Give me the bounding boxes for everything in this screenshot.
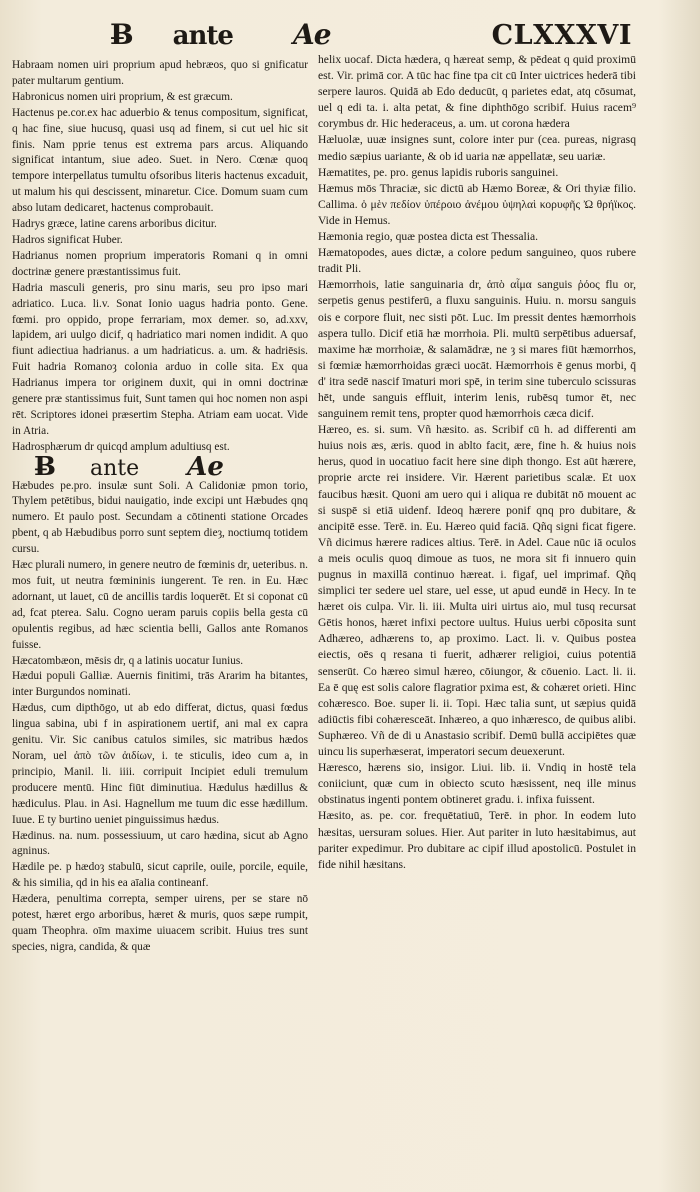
- dictionary-entry: Hadrys græce, latine carens arboribus dicitur.: [12, 218, 217, 231]
- folio-number: CLXXXVI: [491, 20, 632, 51]
- dictionary-entry: Hædera, penultima correpta, semper uirens, per se stare nō potest, hæret ergo arboribus, hæret & muris, quos sæpe rumpit, quam Theophra. oīm maxime uiuacem scribit. Huius tres sunt species, nigra, candida, & quæ: [12, 893, 308, 953]
- dictionary-entry: Hæbudes pe.pro. insulæ sunt Soli. A Calidoniæ pmon torio, Thylem petētibus, bidui nauigatio, inde excipi unt Hæbudes qnq numero. Et paulo post. Secundam a cōtinenti statione Orcades pbent, q ab Hæbudibus porro sunt septem dieȝ, noctiumq totidem cursu.: [12, 479, 308, 556]
- dictionary-entry: Hædile pe. p hædoȝ stabulū, sicut caprile, ouile, porcile, equile, & his similia, qd in his ea aīalia contineanf.: [12, 861, 308, 890]
- section-ante: ante: [89, 455, 140, 481]
- dictionary-entry: Hædus, cum dipthōgo, ut ab edo differat, dictus, quasi fœdus lingua sabina, ubi f in aspirationem uertif, ani mal ex capra genitu. Vir. Sic canibus catulos similes, sic matribus hædos Noram, uel ἀπὸ τῶν ἀιδίων, i. te sticulis, ideo cum a, in principio, Manil. li. iiii. corripuit Incipiet eduli tremulum producere mentū. Hinc fiūt diminutiua. Hædulus hædillus & hædiculus. Plau. in Asi. Hagnellum me tuum dic esse hædillum. Iuue. E ty burtino ueniet pinguissimus hædus.: [12, 702, 308, 826]
- dictionary-entry: Hæsito, as. pe. cor. frequētatiuū, Terē. in phor. In eodem luto hæsitas, uersuram solues. Hier. Aut pariter in luto hæsitabimus, aut pariter expedimur. Pro dubitare ac cipif illud apostolicū. Postulet in fide nihil hæsitans.: [318, 809, 636, 871]
- dictionary-entry: Hædinus. na. num. possessiuum, ut caro hædina, sicut ab Agno agninus.: [12, 829, 308, 858]
- page-edge-shadow: [660, 0, 700, 1192]
- section-letters-right: Ae: [187, 451, 224, 482]
- dictionary-entry: Hæmus mōs Thraciæ, sic dictū ab Hæmo Boreæ, & Ori thyiæ filio. Callima. ὁ μὲν πεδίον ὑπέροιο ἀνέμου ὑψηλαὶ κορυφῆς Ὠ θρήϊκος. Vide in Hemus.: [318, 181, 636, 227]
- dictionary-entry: Hæcatombæon, mēsis dr, q a latinis uocatur Iunius.: [12, 654, 244, 667]
- dictionary-entry: helix uocaf. Dicta hædera, q hæreat semp, & pēdeat q quid proximū est. Vir. primā cor. A tūc hac fine tpa cit cū Inter uictrices hederā tibi serpere lauros. Quidā ab Edo deducūt, q parietes edat, atq cōsumat, uel q edi ta. i. alta petat, & fine diphthōgo scribif. Huius racem⁹ corymbus dr. Hic hederaceus, a. um. ut corona hædera: [318, 53, 636, 131]
- header-ante: ante: [172, 21, 233, 51]
- dictionary-entry: Hadria masculi generis, pro sinu maris, seu pro ipso mari adriatico. Luca. li.v. Sonat Ionio uagus hadria ponto. Gene. fœmi. pro oppido, prope ferrariam, mox demer. so, ad.xxv, lapidem, ari uulgo dicif, q hadriatico mari nomen indidit. A quo fiunt adiectiua hadrianus. a um hadriaticus. a. um. & hadriēsis. Fuit hadria Romanoȝ colonia arduo in colle sita. Ex qua Hadrianus impera tor originem duxit, qui in omni doctrinæ genere præ stantissimus fuit, Sunt tamen qui hoc nomen non aspi rēt. Scriptores idonei præsertim Stepha. Atriam eam uocat. Vide in Atria.: [12, 281, 308, 437]
- header-letters-left: Ƀ: [110, 18, 133, 51]
- dictionary-entry: Hæmatopodes, aues dictæ, a colore pedum sanguineo, quos rubere tradit Pli.: [318, 246, 636, 276]
- dictionary-entry: Hæmorrhois, latie sanguinaria dr, ἀπὸ αἷμα sanguis ῥόος flu or, serpetis genus pestiferū, a fluxu sanguinis. Huiu. n. morsu sanguis ois e corpore fluit, nec sisti pōt. Luc. Im pressit dentes hæmorrhois aspera tullo. Dicif etiā hæ morrhoia. Pli. multū serpētibus aduersaf, maxime hæ morrhoiæ, & salamādræ, ne ȝ si mares fiūt hæmorrhos, si fœmiæ hæmorrhoidas græci uocāt. Hæmorrhois ē genus morbi, q̄ d' itra sedē nascif īmaturi mori spē, in terim sine tuberculo scissuras hēt, unde sanguis effluit, interim lenis, rubēsq tumor ēt, nec sanguinem remit tens, propter quod hæmorrhois cæca dicif.: [318, 278, 636, 421]
- dictionary-entry: Habraam nomen uiri proprium apud hebræos, quo si gnificatur pater multarum gentium.: [12, 59, 308, 87]
- dictionary-entry: Hædui populi Galliæ. Auernis finitimi, trās Ararim ha bitantes, inter Burgundos nominati.: [12, 670, 308, 699]
- dictionary-entry: Hæmonia regio, quæ postea dicta est Thessalia.: [318, 230, 539, 244]
- dictionary-entry: Hæreo, es. si. sum. Vñ hæsito. as. Scribif cū h. ad differenti am huius nois æs, æris. quod in ablto facit, ære, fine h. & huius nois herus, quod in uocatiuo facit here sine diph thongo. Est aūt hærere, proprie arcte rei insidere. Vir. Hærent parietibus scalæ. Et uox faucibus hæsit. Quoni am uero qui i aliqua re dubitāt nō mouent ac si suspē si etiā uidenf. Ideoq hærere ponif qnq pro dubitare, & ancipitē esse. Terē. in. Eu. Hæreo quid faciā. Qñq signi ficat figere. Vñ dicimus hærere radices altius. Terē. in Adel. Caue nūc iā oculos a meis oculis quoq dimoue as tuos, ne mora sit fi innuero quin pugnus in maxillā continuo hæreat. i. figaf, uel imprimaf. Qñq simplici ter sedere uel stare, uel esse, ut apud eundē in Hecy. In te hæret ois culpa. Vir. li. iii. Multa uiri uirtus aio, mul tusq recursat Gētis honos, hæret infixi pectore uultus. Huius uerbi cōposita sunt Adhæreo, adhærens to, ap proximo. Lact. li. v. Quibus postea eiectis, oēs q resana ti fuerit, adhærer religioi, cuius potentiā senserūt. Co hæreo simul hæreo, cōiungor, & cōuenio. Lact. li. ii. Ea ē quę est solis calore flagratior pxima est, & cohæret orieti. Hinc cohæresco. Boe. super li. ii. Topi. Hæc talia sunt, ut sæpius quidā adiūctis fibi cohæresceāt. Inhæreo, a quo inhæresco, de quibus alibi. Suphæreo. Vñ de di u Anastasio scribif. Demū bullā accipiētes quæ uincu lis superhæserat, imperatori secum deuexerunt.: [318, 423, 636, 759]
- dictionary-entry: Hæc plurali numero, in genere neutro de fœminis dr, ueteribus. n. mos fuit, ut neutra fœmininis iungerent. Te ren. in Eu. Hæc adornant, ut lauet, cū de ancillis tardis loquerēt. Et si coponat cū ad, fcat pterea. Salu. Cogno ueram paruis copiis bella gesta cū opulentis regibus, ad hæc scientia belli, Gallos ante Romanos fuisse.: [12, 559, 308, 651]
- left-entries-top: [12, 58, 308, 456]
- dictionary-entry: Hadrosphærum dr quicqd amplum adultiusq est.: [12, 440, 230, 453]
- dictionary-entry: Hadrianus nomen proprium imperatoris Romani q in omni doctrinæ genere præstantissimus fuit.: [12, 249, 308, 278]
- left-column: [12, 58, 308, 956]
- dictionary-entry: Hactenus pe.cor.ex hac aduerbio & tenus compositum, significat, q hac fine, siue hucusq, quasi usq ad finem, si cut uel hic sit finis. Nam pprie tenus est extrema pars arcus. Aliquando significat intantum, siue adeo. Suet. in Nero. Cœnæ quoq tempore interpellatus tumultu ofsoribus literis hactenus excaduit, ut malum his qui descissent, minaretur. Cice. Domum suam cum abso lutam dedicaret, hactenus comprobauit.: [12, 106, 308, 215]
- dictionary-entry: Hæmatites, pe. pro. genus lapidis ruboris sanguinei.: [318, 165, 559, 179]
- right-column: [318, 52, 636, 873]
- dictionary-entry: Hadros significat Huber.: [12, 233, 123, 246]
- dictionary-entry: Hæresco, hærens sio, insigor. Liui. lib. ii. Vndiq in hostē tela coniiciunt, quæ cum in obiecto scuto hæsissent, neq ille minus obstinatus ingenti pontem obtineret gradu. i. infixa fuissent.: [318, 761, 636, 807]
- running-header-left: [110, 18, 331, 51]
- left-entries-bottom: [12, 479, 308, 956]
- dictionary-entry: Hæluolæ, uuæ insignes sunt, colore inter pur (cea. pureas, nigrasq medio sæpius uariante, & ob id uaria næ appellatæ, seu uariæ.: [318, 133, 636, 163]
- header-letters-right: Ae: [292, 18, 331, 51]
- section-heading: [34, 451, 308, 482]
- section-letters-left: Ƀ: [34, 451, 56, 482]
- dictionary-entry: Habronicus nomen uiri proprium, & est græcum.: [12, 90, 233, 103]
